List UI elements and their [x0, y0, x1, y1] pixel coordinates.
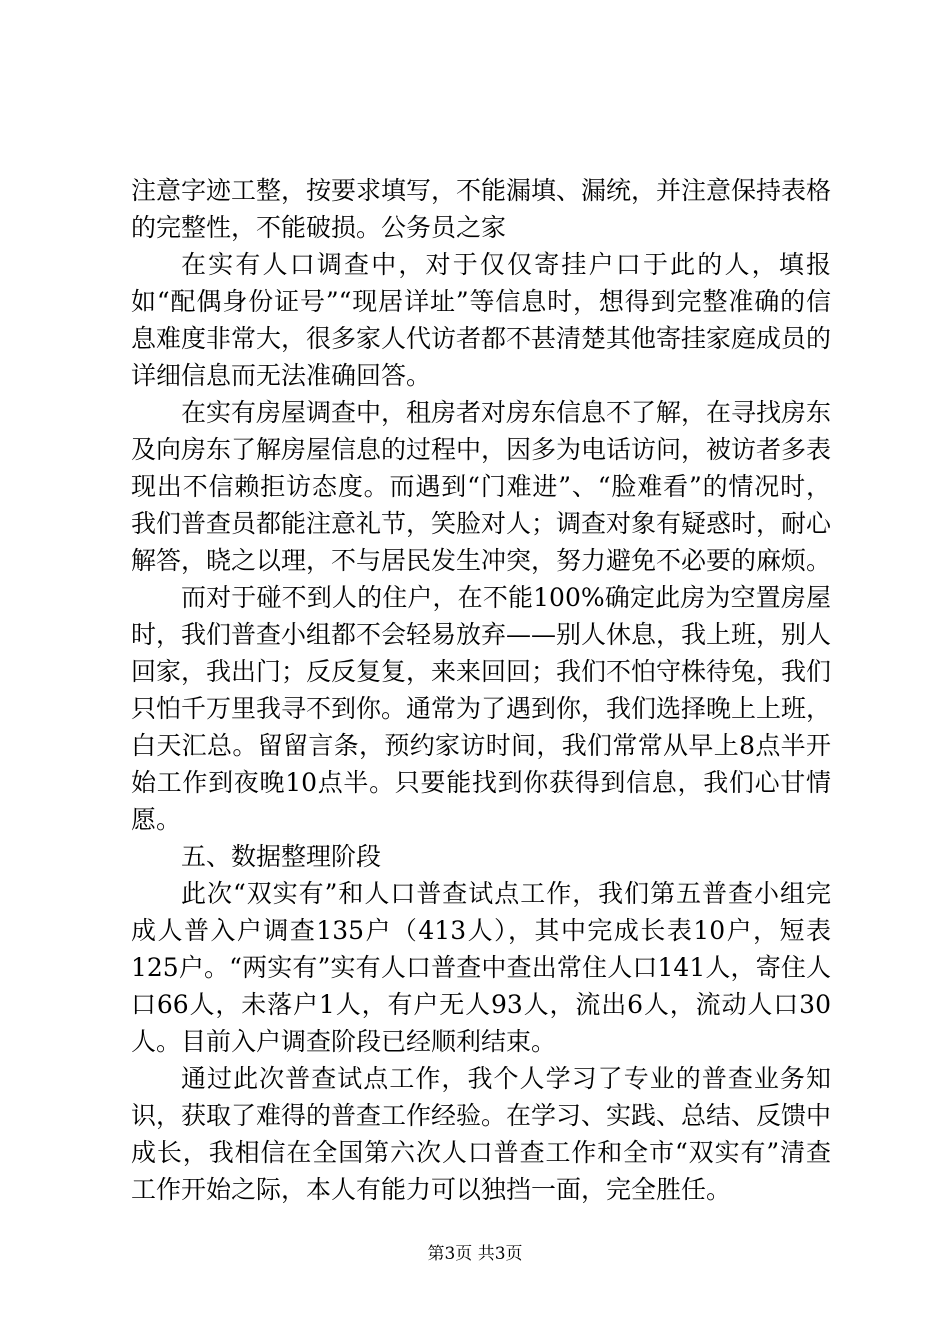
page-number-footer: 第3页 共3页 — [427, 1244, 523, 1264]
paragraph-conclusion: 通过此次普查试点工作，我个人学习了专业的普查业务知识，获取了难得的普查工作经验。在学习、实践、总结、反馈中成长，我相信在全国第六次人口普查工作和全市“双实有”清查工作开始之际，本人有能力可以独挡一面，完全胜任。 — [131, 1064, 832, 1204]
paragraph-survey-results: 此次“双实有”和人口普查试点工作，我们第五普查小组完成人普入户调查135户（413人），其中完成长表10户，短表125户。“两实有”实有人口普查中查出常住人口141人，寄住人口66人，未落户1人，有户无人93人，流出6人，流动人口30人。目前入户调查阶段已经顺利结束。 — [131, 879, 831, 1056]
section-heading-data-organization: 五、数据整理阶段 — [181, 842, 382, 871]
paragraph-housing-survey: 在实有房屋调查中，租房者对房东信息不了解，在寻找房东及向房东了解房屋信息的过程中，因多为电话访问，被访者多表现出不信赖拒访态度。而遇到“门难进”、“脸难看”的情况时，我们普查员都能注意礼节，笑脸对人；调查对象有疑惑时，耐心解答，晓之以理，不与居民发生冲突，努力避免不必要的麻烦。 — [131, 398, 832, 575]
paragraph-absent-households: 而对于碰不到人的住户，在不能100%确定此房为空置房屋时，我们普查小组都不会轻易放弃——别人休息，我上班，别人回家，我出门；反反复复，来来回回；我们不怕守株待兔，我们只怕千万里我寻不到你。通常为了遇到你，我们选择晚上上班，白天汇总。留留言条，预约家访时间，我们常常从早上8点半开始工作到夜晚10点半。只要能找到你获得到信息，我们心甘情愿。 — [131, 583, 832, 834]
paragraph-continuation: 注意字迹工整，按要求填写，不能漏填、漏统，并注意保持表格的完整性，不能破损。公务员之家 — [131, 176, 832, 242]
paragraph-population-survey: 在实有人口调查中，对于仅仅寄挂户口于此的人，填报如“配偶身份证号”“现居详址”等信息时，想得到完整准确的信息难度非常大，很多家人代访者都不甚清楚其他寄挂家庭成员的详细信息而无法准确回答。 — [131, 250, 832, 390]
document-body — [131, 172, 831, 1208]
